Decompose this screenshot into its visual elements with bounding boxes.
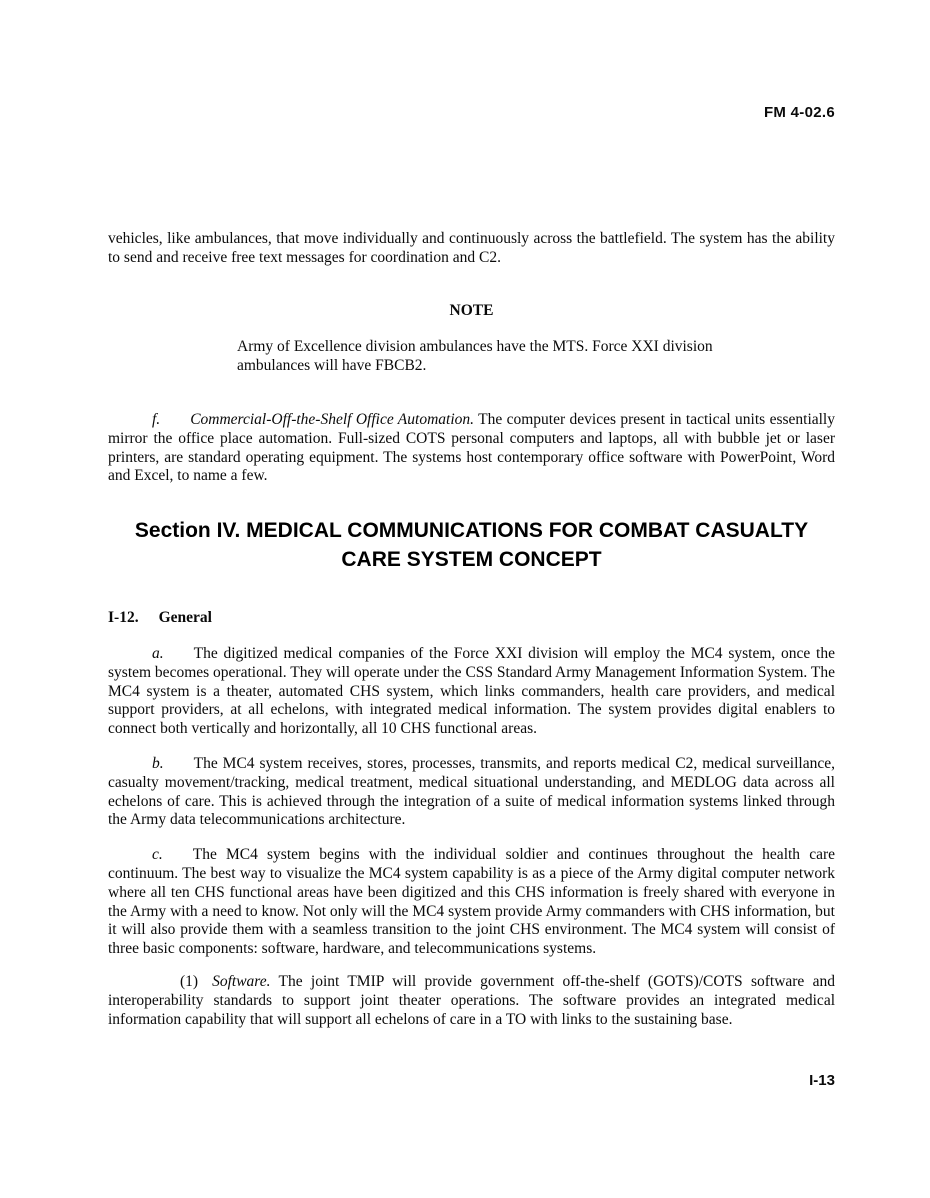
page-content	[108, 0, 835, 1029]
section-heading	[108, 516, 835, 574]
paragraph-c-text: The MC4 system begins with the individual soldier and continues throughout the health care continuum. The best way to visualize the MC4 system capability is as a piece of the Army digital computer network where all ten CHS functional areas have been digitized and this CHS information is freely shared with everyone in the Army with a need to know. Not only will the MC4 system provide Army commanders with CHS information, but it will also provide them with a seamless transition to the joint CHS environment. The MC4 system will consist of three basic components: software, hardware, and telecommunications systems.	[108, 846, 835, 958]
paragraph-f-text: The computer devices present in tactical units essentially mirror the office place automation. Full-sized COTS personal computers and laptops, all with bubble jet or laser printers, are standard operating equipment. The systems host contemporary office software with PowerPoint, Word and Excel, to name a few.	[108, 410, 835, 485]
paragraph-1	[108, 973, 835, 1029]
paragraph-b-text: The MC4 system receives, stores, processes, transmits, and reports medical C2, medical surveillance, casualty movement/tracking, medical treatment, medical situational understanding, and MEDLOG data across all echelons of care. This is achieved through the integration of a suite of medical information systems linked through the Army data telecommunications architecture.	[108, 754, 835, 829]
paragraph-a-label: a.	[152, 644, 164, 662]
paragraph-c	[108, 846, 835, 959]
paragraph-intro: vehicles, like ambulances, that move individually and continuously across the battlefield. The system has the ability to send and receive free text messages for coordination and C2.	[108, 230, 835, 266]
paragraph-1-text: The joint TMIP will provide government off-the-shelf (GOTS)/COTS software and interoperability standards to support joint theater operations. The software provides an integrated medical information capability that will support all echelons of care in a TO with links to the sustaining base.	[108, 972, 835, 1028]
paragraph-b-label: b.	[152, 754, 164, 772]
paragraph-b	[108, 755, 835, 830]
paragraph-1-title: Software.	[212, 972, 271, 990]
paragraph-f-label: f.	[152, 410, 161, 428]
note-title: NOTE	[449, 301, 494, 319]
section-heading-line2: CARE SYSTEM CONCEPT	[341, 548, 602, 572]
paragraph-f	[108, 411, 835, 486]
section-heading-line1: Section IV. MEDICAL COMMUNICATIONS FOR COMBAT CASUALTY	[134, 519, 809, 543]
paragraph-c-label: c.	[152, 846, 163, 864]
paragraph-f-title: Commercial-Off-the-Shelf Office Automation.	[190, 410, 475, 428]
paragraph-a	[108, 645, 835, 739]
note-text: Army of Excellence division ambulances have the MTS. Force XXI division ambulances will have FBCB2.	[237, 338, 713, 375]
heading-i12-number: I-12.	[108, 609, 139, 627]
paragraph-a-text: The digitized medical companies of the Force XXI division will employ the MC4 system, once the system becomes operational. They will operate under the CSS Standard Army Management Information System. The MC4 system is a theater, automated CHS system, which links commanders, health care providers, and medical support providers, at all echelons, with integrated medical information. The system provides digital enablers to connect both vertically and horizontally, all 10 CHS functional areas.	[108, 644, 835, 738]
heading-i12-title: General	[158, 609, 212, 627]
heading-i12	[108, 609, 835, 628]
page-number: I-13	[809, 1072, 835, 1089]
doc-number: FM 4-02.6	[763, 104, 835, 121]
paragraph-1-label: (1)	[180, 972, 199, 990]
